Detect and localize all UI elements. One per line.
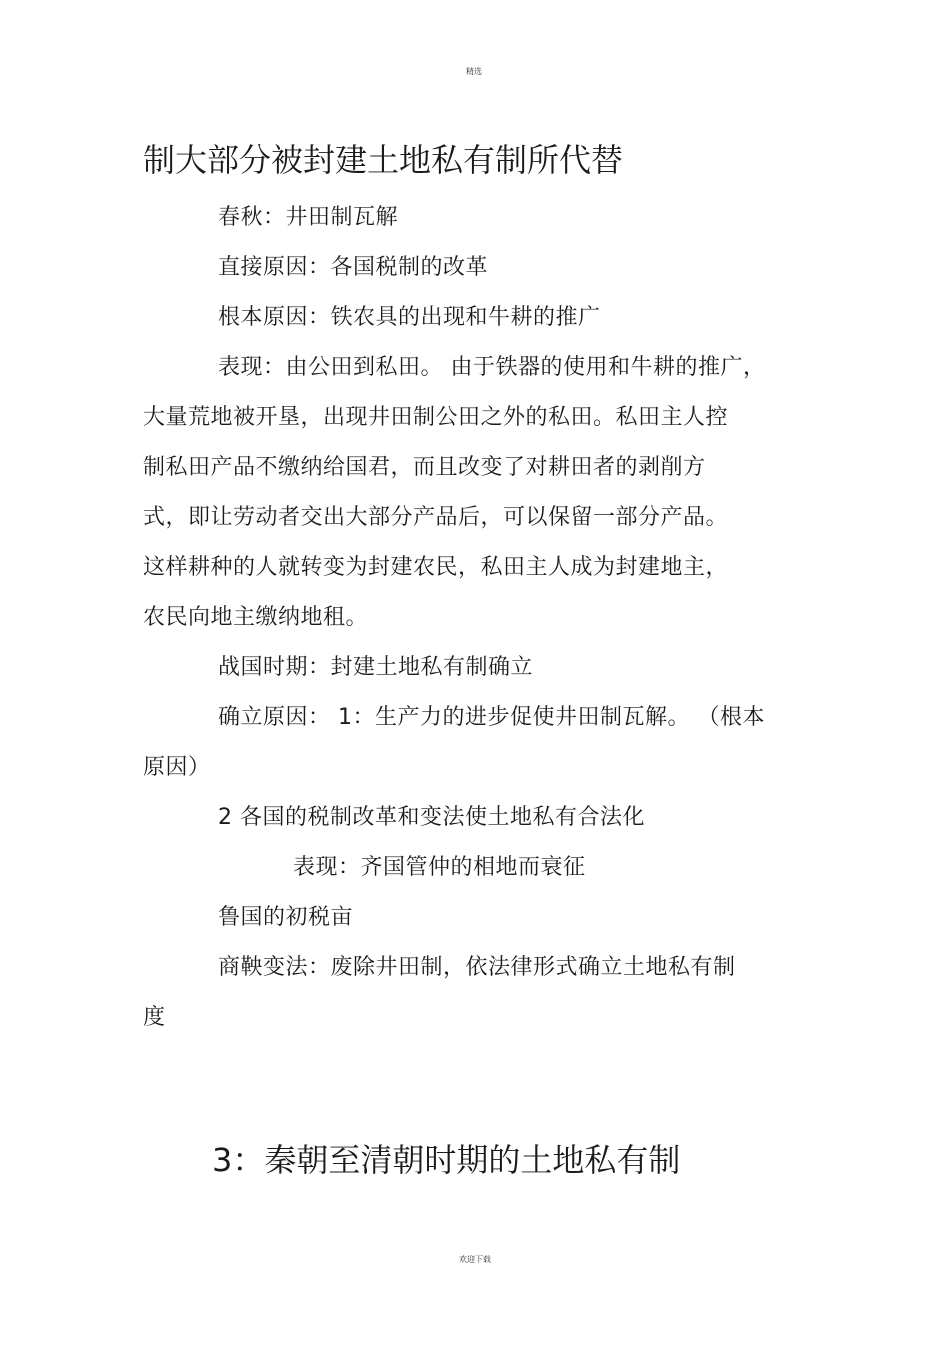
line-warring-states: 战国时期：封建土地私有制确立 [218, 655, 534, 680]
page-header-mark: 精选 [466, 67, 482, 76]
section-heading-continued: 制大部分被封建土地私有制所代替 [143, 141, 624, 179]
line-paragraph-4: 式，即让劳动者交出大部分产品后，可以保留一部分产品。 [143, 505, 729, 530]
line-shang-yang-reform-cont: 度 [143, 1005, 166, 1030]
line-paragraph-6: 农民向地主缴纳地租。 [143, 605, 369, 630]
line-established-cause: 确立原因： 1：生产力的进步促使井田制瓦解。 （根本 [218, 705, 765, 730]
line-manifestation: 表现：由公田到私田。 由于铁器的使用和牛耕的推广， [218, 355, 766, 380]
section-heading-3: 3：秦朝至清朝时期的土地私有制 [212, 1141, 681, 1179]
line-lu-reform: 鲁国的初税亩 [218, 905, 354, 930]
line-spring-autumn: 春秋：井田制瓦解 [218, 205, 399, 230]
line-direct-cause: 直接原因：各国税制的改革 [218, 255, 489, 280]
line-paragraph-3: 制私田产品不缴纳给国君，而且改变了对耕田者的剥削方 [143, 455, 706, 480]
line-shang-yang-reform: 商鞅变法：废除井田制，依法律形式确立土地私有制 [218, 955, 736, 980]
line-paragraph-5: 这样耕种的人就转变为封建农民，私田主人成为封建地主， [143, 555, 729, 580]
line-qi-reform: 表现：齐国管仲的相地而衰征 [293, 855, 586, 880]
line-paragraph-2: 大量荒地被开垦，出现井田制公田之外的私田。私田主人控 [143, 405, 729, 430]
line-root-cause: 根本原因：铁农具的出现和牛耕的推广 [218, 305, 601, 330]
page-footer-mark: 欢迎下载 [459, 1255, 491, 1264]
line-cause-2: 2 各国的税制改革和变法使土地私有合法化 [218, 805, 645, 830]
line-established-cause-cont: 原因） [143, 755, 211, 780]
